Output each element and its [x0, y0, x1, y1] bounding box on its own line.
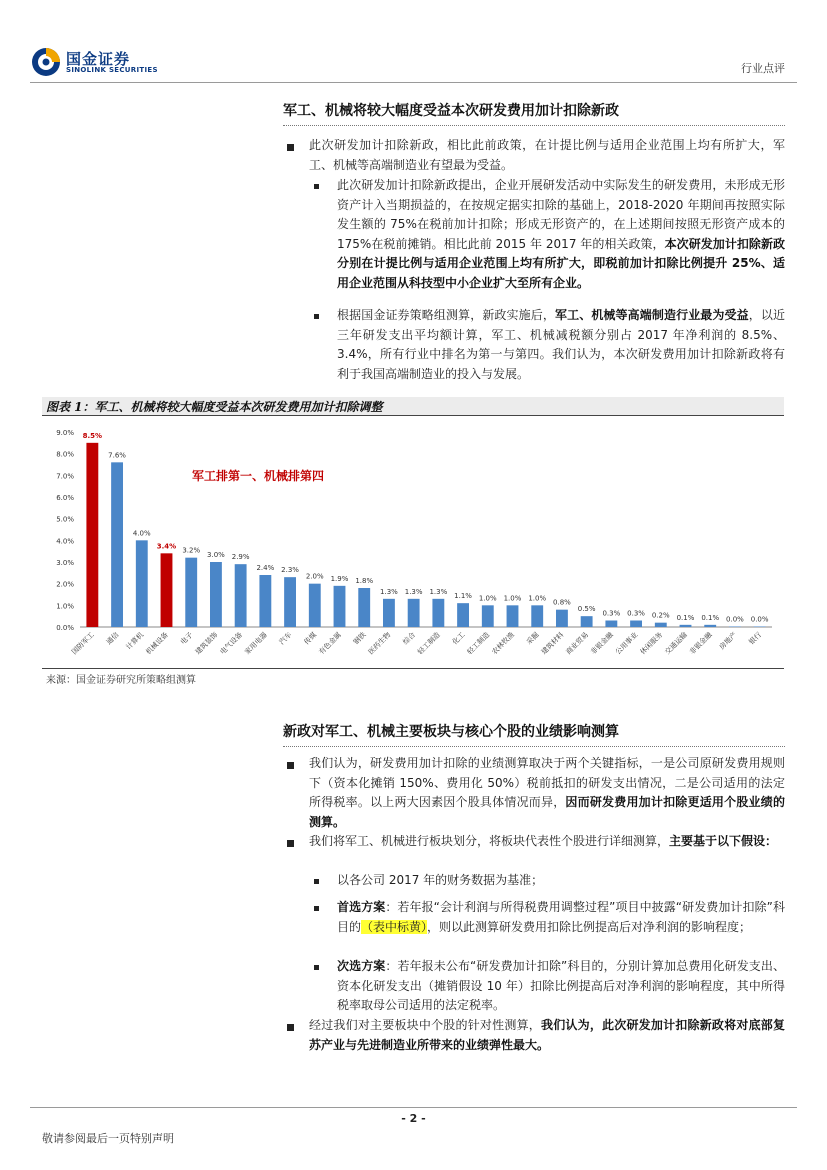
footer-divider — [30, 1107, 797, 1108]
x-tick-label: 传媒 — [302, 630, 319, 647]
data-label: 1.3% — [429, 587, 448, 596]
bar — [605, 621, 617, 628]
x-tick-label: 交通运输 — [663, 630, 689, 657]
paragraph — [309, 754, 785, 832]
data-label: 1.0% — [503, 594, 522, 603]
bullet-marker — [314, 184, 319, 189]
x-tick-label: 银行 — [747, 630, 764, 647]
x-tick-label: 农林牧渔 — [490, 630, 516, 657]
x-tick-label: 采掘 — [525, 630, 541, 647]
bar — [457, 603, 469, 627]
footer-disclaimer: 敬请参阅最后一页特别声明 — [42, 1132, 174, 1145]
x-tick-label: 化工 — [450, 630, 467, 647]
y-tick-label: 0.0% — [56, 624, 74, 632]
x-tick-label: 非银金融 — [589, 630, 615, 657]
paragraph-emphasis: 因而研发费用加计扣除更适用个股业绩的测算。 — [309, 795, 785, 829]
section-title-2: 新政对军工、机械主要板块与核心个股的业绩影响测算 — [283, 724, 619, 740]
y-tick-label: 4.0% — [56, 537, 74, 546]
data-label: 2.4% — [256, 564, 275, 572]
data-label: 3.4% — [156, 542, 177, 551]
paragraph — [337, 306, 785, 384]
x-tick-label: 计算机 — [124, 630, 146, 652]
bar — [185, 558, 197, 627]
bar — [309, 584, 321, 627]
x-tick-label: 汽车 — [277, 630, 294, 647]
data-label: 4.0% — [132, 529, 151, 538]
section-divider-1 — [283, 125, 785, 126]
x-tick-label: 非银金融 — [688, 630, 714, 657]
figure-title: 图表 1：军工、机械将较大幅度受益本次研发费用加计扣除调整 — [46, 400, 383, 414]
data-label: 0.0% — [750, 615, 769, 624]
x-tick-label: 房地产 — [717, 630, 739, 652]
paragraph-text: 根据国金证券策略组测算，新政实施后， — [337, 308, 555, 322]
y-tick-label: 7.0% — [56, 472, 74, 481]
paragraph-text: 我们将军工、机械进行板块划分，将板块代表性个股进行详细测算， — [309, 834, 670, 848]
bar — [655, 623, 667, 627]
bar — [507, 605, 519, 627]
data-label: 1.0% — [478, 594, 497, 603]
data-label: 2.9% — [231, 553, 250, 562]
bar — [408, 599, 420, 627]
bar — [432, 599, 444, 627]
highlight-text: （表中标黄） — [361, 919, 428, 934]
paragraph-text: ：若年报未公布“研发费加计扣除”科目的，分别计算加总费用化研发支出、资本化研发支出（摊销假设 10 年）扣除比例提高后对净利润的影响程度，其中所得税率取母公司适用的法定税率。 — [337, 959, 785, 1012]
x-tick-label: 有色金属 — [317, 630, 343, 657]
data-label: 0.5% — [577, 605, 596, 614]
data-label: 2.3% — [281, 566, 299, 575]
data-label: 0.2% — [651, 611, 670, 620]
x-tick-label: 建筑装饰 — [193, 630, 220, 657]
paragraph-emphasis: 次选方案 — [337, 959, 386, 973]
paragraph-emphasis: 军工、机械等高端制造行业最为受益 — [554, 308, 749, 322]
paragraph-text: 此次研发加计扣除新政提出，企业开展研发活动中实际发生的研发费用，未形成无形资产计入当期损益的，在按规定据实扣除的基础上，2018-2020 年期间再按照实际发生额的 75%在税前加计扣除；形成无形资产的，在上述期间按照无形资产成本的 175%在税前摊销。相比此前 2015 年 2017 年的相关政策， — [337, 178, 785, 251]
bullet-marker — [287, 840, 294, 847]
bar — [86, 443, 98, 627]
data-label: 0.0% — [726, 615, 744, 624]
data-label: 7.6% — [108, 451, 126, 460]
assumption-item: 以各公司 2017 年的财务数据为基准； — [337, 873, 544, 887]
chart-annotation: 军工排第一、机械排第四 — [192, 469, 325, 483]
section-title-1: 军工、机械将较大幅度受益本次研发费用加计扣除新政 — [283, 103, 619, 119]
bar — [630, 621, 642, 628]
bar — [704, 625, 716, 627]
bar — [136, 540, 148, 627]
y-tick-label: 9.0% — [56, 429, 74, 437]
data-label: 1.3% — [380, 587, 398, 596]
x-tick-label: 医药生物 — [366, 630, 393, 657]
paragraph — [337, 176, 785, 293]
bullet-marker — [314, 965, 319, 970]
section-divider-2 — [283, 746, 785, 747]
bullet-marker — [287, 762, 294, 769]
logo-text-cn: 国金证券 — [66, 50, 131, 68]
paragraph-emphasis: 首选方案 — [337, 900, 386, 914]
bullet-marker — [287, 144, 294, 151]
x-tick-label: 公用事业 — [614, 630, 640, 657]
paragraph — [309, 1016, 785, 1055]
y-tick-label: 1.0% — [56, 602, 74, 611]
paragraph-text: ：若年报“会计利润与所得税费用调整过程”项目中披露“研发费加计扣除”科目的 — [337, 900, 785, 934]
report-type-label: 行业点评 — [741, 62, 785, 75]
bar — [235, 564, 247, 627]
data-label: 3.2% — [182, 546, 201, 555]
data-label: 2.0% — [305, 572, 324, 581]
data-label: 0.3% — [602, 609, 621, 618]
figure-source: 来源：国金证券研究所策略组测算 — [46, 675, 196, 686]
bar — [482, 605, 494, 627]
page-number: - 2 - — [401, 1112, 426, 1125]
data-label: 0.1% — [701, 613, 720, 622]
paragraph-text: ，则以此测算研发费用扣除比例提高后对净利润的影响程度； — [427, 919, 752, 934]
assumption-item — [337, 898, 785, 937]
x-tick-label: 建筑材料 — [539, 630, 566, 657]
bar — [358, 588, 370, 627]
bar — [383, 599, 395, 627]
bar — [556, 610, 568, 627]
paragraph-text: 经过我们对主要板块中个股的针对性测算， — [309, 1018, 541, 1032]
data-label: 1.1% — [454, 592, 472, 601]
bar — [210, 562, 222, 627]
bar-chart — [42, 418, 784, 670]
data-label: 0.8% — [553, 598, 571, 607]
data-label: 1.9% — [330, 574, 349, 583]
y-tick-label: 3.0% — [56, 559, 74, 567]
data-label: 3.0% — [207, 551, 225, 559]
bar — [284, 577, 296, 627]
paragraph-text: ，以近三年研发支出平均额计算，军工、机械减税额分别占 2017 年净利润的 8.5%、3.4%，所有行业中排名为第一与第四。我们认为，本次研发费用加计扣除新政将有利于我国高端制造业的投入与发展。 — [337, 308, 785, 381]
header-divider — [30, 82, 797, 83]
bullet-marker — [314, 314, 319, 319]
bar — [259, 575, 271, 627]
figure-bottom-rule — [42, 668, 784, 669]
x-tick-label: 电子 — [179, 630, 195, 647]
bar — [111, 462, 123, 627]
logo-icon — [30, 46, 62, 78]
assumption-item — [337, 957, 785, 1016]
y-tick-label: 5.0% — [56, 515, 74, 524]
x-tick-label: 轻工制造 — [465, 630, 492, 657]
bar — [754, 627, 766, 628]
y-tick-label: 2.0% — [56, 580, 74, 589]
bullet-marker — [287, 1024, 294, 1031]
bar — [581, 616, 593, 627]
data-label: 1.3% — [404, 587, 423, 596]
data-label: 0.1% — [676, 613, 695, 622]
paragraph — [309, 832, 785, 852]
paragraph: 此次研发加计扣除新政，相比此前政策，在计提比例与适用企业范围上均有所扩大，军工、机械等高端制造业有望最为受益。 — [309, 138, 785, 172]
bullet-marker — [314, 879, 319, 884]
data-label: 1.8% — [355, 577, 374, 585]
x-tick-label: 商业贸易 — [564, 630, 591, 657]
data-label: 0.3% — [627, 609, 645, 618]
x-tick-label: 休闲服务 — [638, 630, 665, 657]
x-tick-label: 机械设备 — [144, 630, 170, 657]
x-tick-label: 通信 — [104, 630, 121, 647]
logo-text-en: SINOLINK SECURITIES — [66, 66, 158, 74]
bullet-marker — [314, 906, 319, 911]
data-label: 1.0% — [528, 594, 547, 603]
x-tick-label: 国防军工 — [70, 630, 96, 657]
x-tick-label: 轻工制造 — [416, 630, 442, 657]
paragraph-emphasis: 我们认为，此次研发加计扣除新政将对底部复苏产业与先进制造业所带来的业绩弹性最大。 — [309, 1018, 785, 1052]
y-tick-label: 8.0% — [56, 450, 74, 459]
paragraph-emphasis: 主要基于以下假设： — [669, 834, 778, 848]
paragraph-text: 我们认为，研发费用加计扣除的业绩测算取决于两个关键指标，一是公司原研发费用规则下（资本化摊销 150%、费用化 50%）税前抵扣的研发支出情况，二是公司适用的法定所得税率。以上两大因素因个股具体情况而异， — [309, 756, 785, 809]
bar — [334, 586, 346, 627]
x-tick-label: 钢铁 — [352, 630, 368, 647]
bar — [161, 553, 173, 627]
paragraph-emphasis: 本次研发加计扣除新政分别在计提比例与适用企业范围上均有所扩大，即税前加计扣除比例提升 25%、适用企业范围从科技型中小企业扩大至所有企业。 — [337, 236, 785, 290]
x-tick-label: 综合 — [401, 630, 418, 647]
y-tick-label: 6.0% — [56, 494, 74, 502]
x-tick-label: 电气设备 — [218, 630, 245, 657]
bar — [729, 627, 741, 628]
bar — [680, 625, 692, 627]
bar — [531, 605, 543, 627]
data-label: 8.5% — [82, 431, 103, 440]
x-tick-label: 家用电器 — [243, 630, 269, 657]
